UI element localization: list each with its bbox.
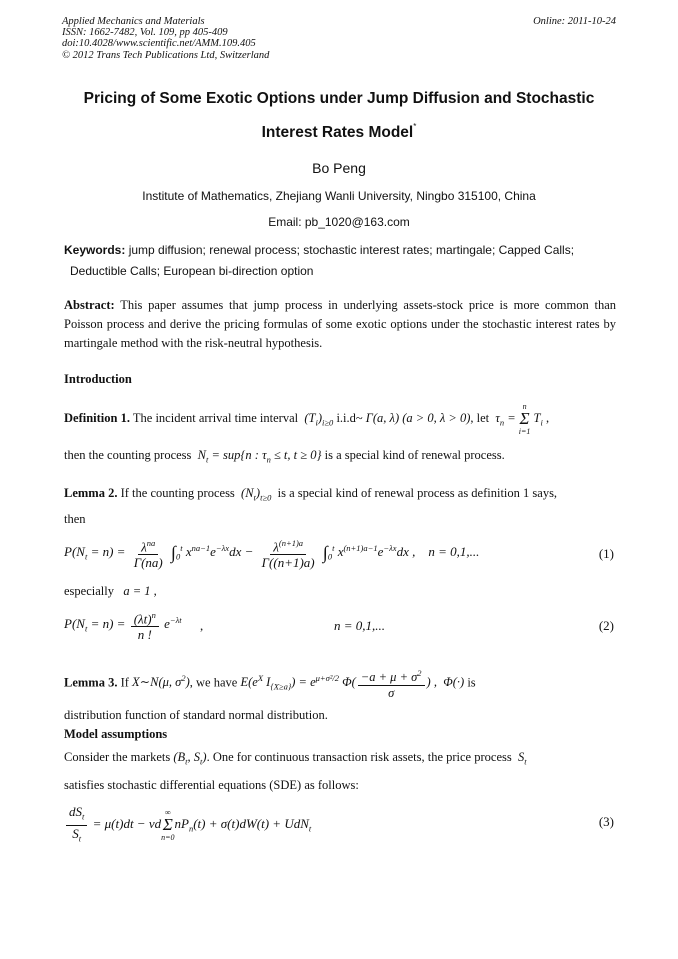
st-symbol: $S_t$ xyxy=(514,750,527,767)
lemma-3-text-a: If xyxy=(120,675,129,690)
eq1-number: (1) xyxy=(598,546,614,561)
equation-1: $P(N_t = n)$ = $\frac{\lambda^{na}}{\Gamma(na)}$ $\int_0^t$ $x^{na-1}e^{-\lambda x}dx$ − $\frac{\lambda^{(n+1)a}}{\Gamma((n+1)a)}$ $\int_0^t$ $x^{(n+1)a-1}e^{-\lambda x}dx$ , n = 0,1,... (1) xyxy=(64,538,614,571)
keywords-block xyxy=(64,240,616,282)
definition-1-text: The incident arrival time interval xyxy=(132,410,299,425)
definition-1-cont xyxy=(64,446,616,470)
lemma-2 xyxy=(64,484,616,508)
title-footnote-mark: * xyxy=(413,122,417,131)
keywords-line1: jump diffusion; renewal process; stochastic interest rates; martingale; Capped Calls; xyxy=(128,243,575,257)
abstract-label: Abstract: xyxy=(64,298,115,312)
keywords-label: Keywords: xyxy=(64,243,126,257)
lemma-3 xyxy=(64,666,616,701)
keywords-line2: Deductible Calls; European bi-direction option xyxy=(70,264,314,278)
lemma-3-cont: distribution function of standard normal distribution. xyxy=(64,708,328,722)
normal-formula: X∼N(μ, $\sigma^2$) xyxy=(132,673,190,690)
lemma-3-label: Lemma 3. xyxy=(64,675,118,690)
author-name: Bo Peng xyxy=(312,160,366,176)
renewal-text: is a special kind of renewal process. xyxy=(324,448,505,462)
paper-title-text: Interest Rates Model xyxy=(261,124,414,142)
eq1-range: n = 0,1,... xyxy=(428,544,480,560)
copyright-line: © 2012 Trans Tech Publications Ltd, Switzerland xyxy=(62,49,270,61)
model-text xyxy=(64,748,616,772)
counting-formula: $N_t = sup\{n$ : $\tau_n \le t$, t ≥ 0} xyxy=(194,448,322,465)
online-date: Online: 2011-10-24 xyxy=(533,16,616,27)
abstract xyxy=(64,296,616,353)
expectation-formula: $E(e^X$ $I_{\{X\ge a\}}) = e^{\mu+\sigma^2/2}$ Φ( $\frac{-a + \mu + \sigma^2}{\sigma}$ ) , Φ(·) xyxy=(240,668,465,701)
lemma-2-label: Lemma 2. xyxy=(64,486,118,500)
lemma-3-text-c: is xyxy=(467,675,476,690)
especially-line xyxy=(64,582,616,601)
introduction-heading: Introduction xyxy=(64,372,132,386)
affiliation: Institute of Mathematics, Zhejiang Wanli University, Ningbo 315100, China xyxy=(142,189,536,203)
paper-title-line1: Pricing of Some Exotic Options under Jump Diffusion and Stochastic xyxy=(83,90,595,107)
market-formula: ($B_t$, $S_t$) xyxy=(173,750,207,767)
paper-title-line2 xyxy=(40,124,638,142)
definition-1-label: Definition 1. xyxy=(64,410,130,425)
a-equals-1: a = 1 , xyxy=(117,584,157,598)
definition-1: Definition 1. The incident arrival time interval $(T_i)_{i\ge 0}$ i.i.d~ Γ(a, λ) (a > 0, λ > 0), let $\tau_n$ = n Σ i=1 $T_i$ , xyxy=(64,402,550,436)
interval-formula: $(T_i)_{i\ge 0}$ xyxy=(301,410,334,428)
especially-text: especially xyxy=(64,584,114,598)
lemma-2-then: then xyxy=(64,512,86,526)
gamma-formula: Γ(a, λ) (a > 0, λ > 0) xyxy=(365,410,471,425)
doi-line: doi:10.4028/www.scientific.net/AMM.109.405 xyxy=(62,38,256,50)
eq3-number: (3) xyxy=(598,814,614,829)
iid-text: i.i.d~ xyxy=(336,410,363,425)
lemma-3-text-b: , we have xyxy=(189,675,238,690)
lemma-2-text-b: is a special kind of renewal process as definition 1 says, xyxy=(277,486,558,500)
email: Email: pb_1020@163.com xyxy=(268,215,410,229)
model-text-cont: satisfies stochastic differential equations (SDE) as follows: xyxy=(64,778,359,792)
let-text: , let xyxy=(470,410,490,425)
journal-name: Applied Mechanics and Materials xyxy=(62,16,205,27)
lemma-2-text-a: If the counting process xyxy=(120,486,235,500)
nt-formula: $(N_t)_{t\ge 0}$ xyxy=(237,486,272,503)
equation-3: $\frac{dS_t}{S_t}$ = μ(t)dt − vd ∞ Σ n=0 $nP_n(t) + \sigma(t)dW(t) + UdN_t$ (3) xyxy=(64,804,616,844)
model-text-b: . One for continuous transaction risk assets, the price process xyxy=(206,750,512,764)
eq2-number: (2) xyxy=(598,618,614,633)
counting-text: then the counting process xyxy=(64,448,192,462)
eq2-range: n = 0,1,... xyxy=(334,618,386,633)
tau-formula: $\tau_n$ = n Σ i=1 $T_i$ xyxy=(492,402,543,436)
abstract-text: This paper assumes that jump process in underlying assets-stock price is more common than Poisson process and derive the pricing formulas of some exotic options under the stochastic interest rates by martingale method with the risk-neutral hypothesis. xyxy=(64,298,616,350)
model-text-a: Consider the markets xyxy=(64,750,171,764)
model-assumptions-heading: Model assumptions xyxy=(64,727,168,741)
journal-header xyxy=(62,16,616,61)
equation-2: $P(N_t = n)$ = $\frac{(\lambda t)^n}{n !}$ $e^{-\lambda t}$ , n = 0,1,... (2) xyxy=(64,610,614,643)
issn-line: ISSN: 1662-7482, Vol. 109, pp 405-409 xyxy=(62,27,228,39)
